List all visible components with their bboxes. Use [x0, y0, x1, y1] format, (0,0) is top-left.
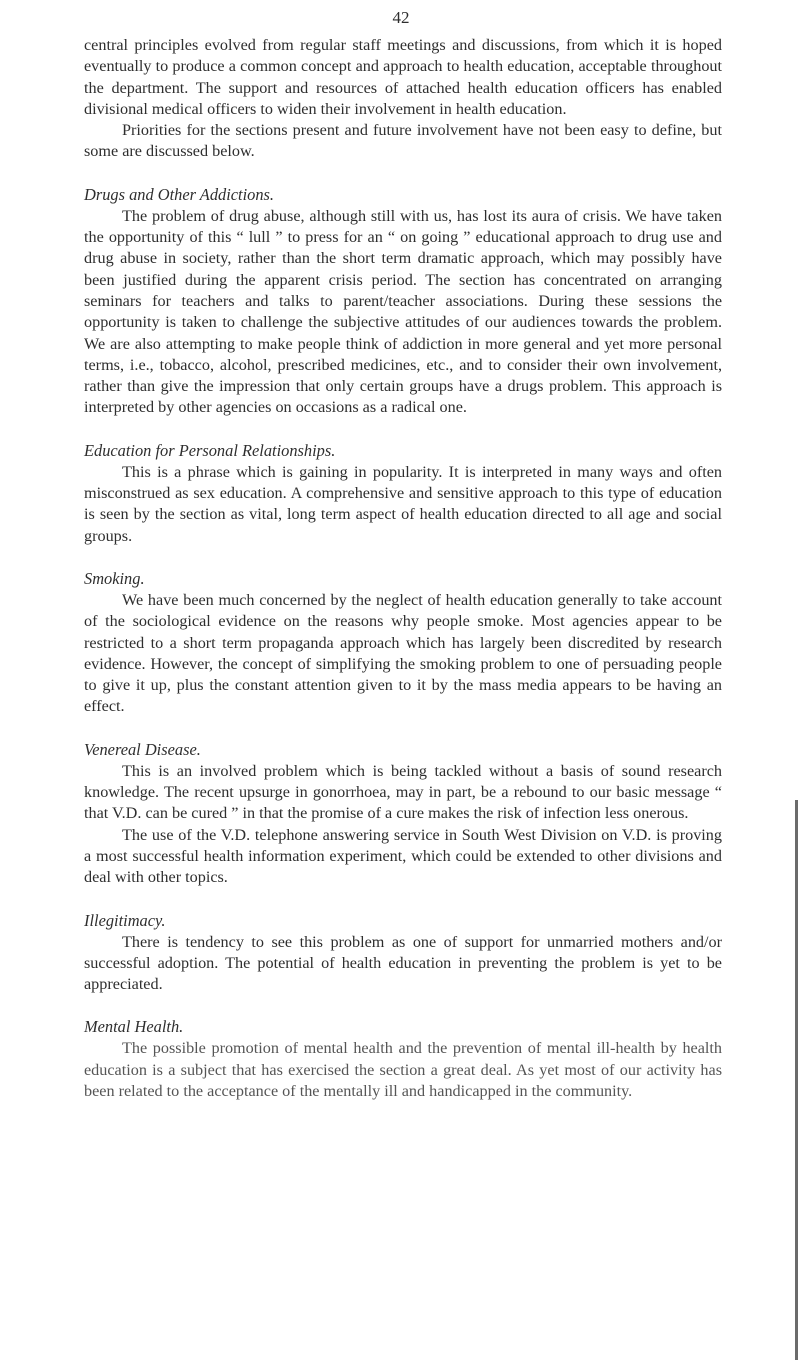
- section-paragraph: We have been much concerned by the neglect of health education generally to take account of the sociological evidence on the reasons why people smoke. Most agencies appear to be restricted to a short term propaganda approach which has largely been discredited by research evidence. However, the concept of simplifying the smoking problem to one of persuading people to give it up, plus the constant attention given to it by the mass media appears to be having an effect.: [84, 590, 722, 716]
- section-smoking: [84, 568, 722, 718]
- section-paragraph: There is tendency to see this problem as one of support for unmarried mothers and/or successful adoption. The potential of health education in preventing the problem is yet to be appreciated.: [84, 932, 722, 994]
- intro-paragraph-2: Priorities for the sections present and future involvement have not been easy to define, but some are discussed below.: [84, 121, 722, 161]
- section-mental-health: [84, 1016, 722, 1102]
- section-paragraph: The use of the V.D. telephone answering service in South West Division on V.D. is proving a most successful health information experiment, which could be extended to other divisions and deal with other topics.: [84, 825, 722, 887]
- intro-block: [84, 35, 722, 163]
- section-drugs: [84, 184, 722, 419]
- section-heading: Education for Personal Relationships.: [84, 440, 336, 460]
- section-heading: Venereal Disease.: [84, 739, 201, 759]
- section-heading: Drugs and Other Addictions.: [84, 184, 275, 204]
- intro-paragraph-1: central principles evolved from regular staff meetings and discussions, from which it is hoped eventually to produce a common concept and approach to health education, acceptable throughout the department. The support and resources of attached health education officers has enabled divisional medical officers to widen their involvement in health education.: [84, 36, 722, 118]
- section-heading: Smoking.: [84, 568, 145, 588]
- section-illegitimacy: [84, 910, 722, 996]
- section-heading: Illegitimacy.: [84, 910, 166, 930]
- section-paragraph: This is an involved problem which is being tackled without a basis of sound research knowledge. The recent upsurge in gonorrhoea, may in part, be a rebound to our basic message “ that V.D. can be cured ” in that the promise of a cure makes the risk of infection less onerous.: [84, 761, 722, 823]
- scan-edge-shadow: [795, 800, 798, 1360]
- section-paragraph: The possible promotion of mental health and the prevention of mental ill-health by health education is a subject that has exercised the section a great deal. As yet most of our activity has been related to the acceptance of the mentally ill and handicapped in the community.: [84, 1039, 722, 1100]
- section-heading: Mental Health.: [84, 1017, 184, 1037]
- page-number: 42: [392, 8, 410, 27]
- section-paragraph: This is a phrase which is gaining in popularity. It is interpreted in many ways and often misconstrued as sex education. A comprehensive and sensitive approach to this type of education is seen by the section as vital, long term aspect of health education directed to all age and social groups.: [84, 462, 722, 545]
- section-venereal-disease: [84, 739, 722, 889]
- section-paragraph: The problem of drug abuse, although still with us, has lost its aura of crisis. We have taken the opportunity of this “ lull ” to press for an “ on going ” educational approach to drug use and drug abuse in society, rather than the short term dramatic approach, which may possibly have been justified during the apparent crisis period. The section has concentrated on arranging seminars for teachers and talks to parent/teacher associations. During these sessions the opportunity is taken to challenge the subjective attitudes of our audiences towards the problem. We are also attempting to make people think of addiction in more general and yet more personal terms, i.e., tobacco, alcohol, prescribed medicines, etc., and to consider their own involvement, rather than give the impression that only certain groups have a drugs problem. This approach is interpreted by other agencies on occasions as a radical one.: [84, 206, 722, 417]
- section-personal-relationships: [84, 440, 722, 547]
